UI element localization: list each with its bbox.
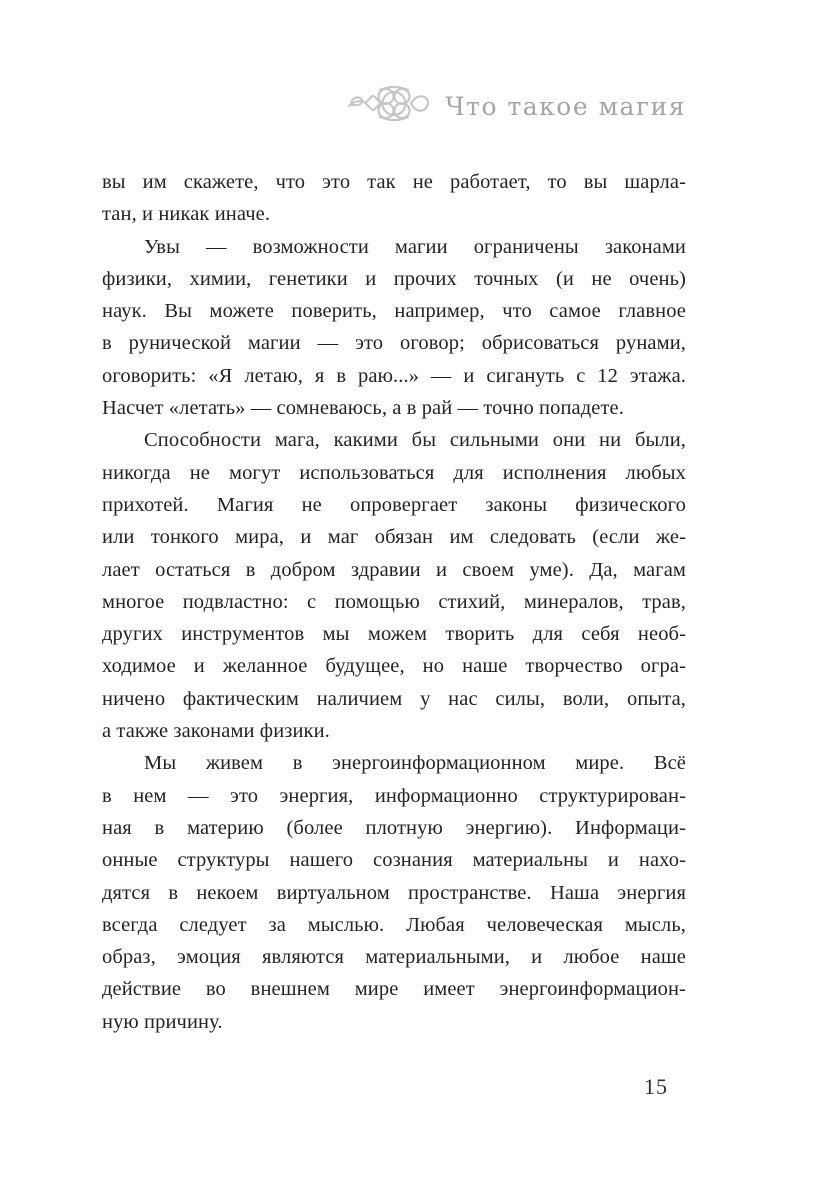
text-line: ную причину. xyxy=(102,1010,223,1033)
body-text xyxy=(102,166,686,1038)
text-line: Мы живем в энергоинформационном мире. Всё xyxy=(144,752,686,775)
text-line: а также законами физики. xyxy=(102,720,330,743)
text-line: других инструментов мы можем творить для себя необ- xyxy=(102,623,686,646)
text-line: дятся в некоем виртуальном пространстве. Наша энергия xyxy=(102,881,686,904)
text-line: ничено фактическим наличием у нас силы, воли, опыта, xyxy=(102,687,686,710)
text-line: действие во внешнем мире имеет энергоинформацион- xyxy=(102,978,686,1001)
text-line: в нем — это энергия, информационно структурирован- xyxy=(102,784,686,807)
text-line: тан, и никак иначе. xyxy=(102,203,271,226)
text-line: многое подвластно: с помощью стихий, минералов, трав, xyxy=(102,590,686,613)
text-line: или тонкого мира, и маг обязан им следовать (если же- xyxy=(102,526,686,549)
page-number: 15 xyxy=(644,1074,668,1099)
text-line: ходимое и желанное будущее, но наше творчество огра- xyxy=(102,655,686,678)
text-line: Насчет «летать» — сомневаюсь, а в рай — точно попадете. xyxy=(102,397,624,420)
text-line: Увы — возможности магии ограничены законами xyxy=(144,235,686,258)
text-line: наук. Вы можете поверить, например, что самое главное xyxy=(102,300,686,323)
celtic-knot-ornament-icon xyxy=(347,84,431,129)
text-line: в рунической магии — это оговор; обрисоваться рунами, xyxy=(102,332,686,355)
text-line: Способности мага, какими бы сильными они ни были, xyxy=(144,429,686,452)
text-line: образ, эмоция являются материальными, и любое наше xyxy=(102,946,686,969)
text-line: оговорить: «Я летаю, я в раю...» — и сигануть с 12 этажа. xyxy=(102,364,686,387)
text-line: онные структуры нашего сознания материальны и нахо- xyxy=(102,849,686,872)
text-line: ная в материю (более плотную энергию). Информаци- xyxy=(102,816,686,839)
chapter-running-head-title: Что такое магия xyxy=(445,92,686,121)
text-line: лает остаться в добром здравии и своем уме). Да, магам xyxy=(102,558,686,581)
running-head xyxy=(0,84,686,129)
text-line: вы им скажете, что это так не работает, то вы шарла- xyxy=(102,171,686,193)
text-line: всегда следует за мыслью. Любая человеческая мысль, xyxy=(102,913,686,936)
text-line: физики, химии, генетики и прочих точных (и не очень) xyxy=(102,267,686,290)
text-line: прихотей. Магия не опровергает законы физического xyxy=(102,493,686,516)
text-line: никогда не могут использоваться для исполнения любых xyxy=(102,461,686,484)
